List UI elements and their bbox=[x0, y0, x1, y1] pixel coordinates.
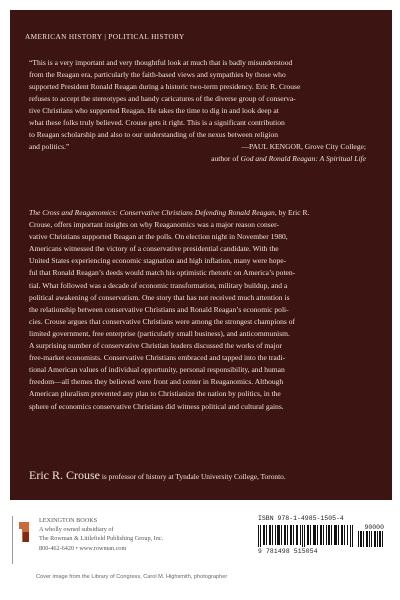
book-title: The Cross and Reaganomics: Conservative Christians Defending Ronald Reagan bbox=[29, 208, 275, 217]
endorser-book-title: God and Ronald Reagan: A Spiritual Life bbox=[240, 154, 366, 163]
quote-attribution-author: author of God and Ronald Reagan: A Spiritual Life bbox=[211, 154, 366, 163]
quote-line: and politics.” bbox=[29, 142, 70, 151]
category-label: AMERICAN HISTORY | POLITICAL HISTORY bbox=[25, 32, 185, 41]
quote-line: to Reagan scholarship and also to our understanding of the nexus between religion bbox=[29, 130, 278, 139]
description-line: tional American values of individual opportunity, personal responsibility, and human bbox=[29, 365, 285, 375]
description-line: political awakening of conservatism. One story that has not received much attention is bbox=[29, 292, 290, 302]
author-name: Eric R. Crouse bbox=[29, 468, 100, 482]
description-line: the relationship between conservative Christians and Ronald Reagan’s economic poli- bbox=[29, 304, 289, 314]
description-line: ful that Ronald Reagan’s deeds would match his optimistic rhetoric on America’s poten- bbox=[29, 268, 296, 278]
author-bio-text: is professor of history at Tyndale University College, Toronto. bbox=[100, 472, 286, 481]
isbn-label: ISBN 978-1-4985-1505-4 bbox=[258, 515, 344, 522]
quote-line: from the Reagan era, particularly the faith-based views and sympathies by those who bbox=[29, 70, 286, 79]
barcode-icon bbox=[258, 525, 354, 547]
publisher-contact: 800-462-6420 • www.rowman.com bbox=[39, 544, 127, 552]
description-line: American pluralism prevented any plan to Christianize the nation by politics, in the bbox=[29, 389, 281, 399]
quote-attribution: —PAUL KENGOR, Grove City College; bbox=[241, 142, 366, 151]
barcode-block bbox=[258, 515, 384, 559]
cover-credit: Cover image from the Library of Congress, Carol M. Highsmith, photographer bbox=[36, 574, 228, 580]
book-description: The Cross and Reaganomics: Conservative Christians Defending Ronald Reagan, by Eric R. Crouse, offers important insights on why Reaganomics was a major reason conser- vative Christians supported Reagan at the polls. On election night in November 1980, Americans witnessed the victory of a conservative presidential candidate. With the United States experiencing economic stagnation and high inflation, many were hope- ful that Ronald Reagan’s deeds would match his optimistic rhetoric on America’s poten- tial. What followed was a decade of economic transformation, military buildup, and a political awakening of conservatism. One story that has not received much attention is the relationship between conservative Christians and Ronald Reagan’s economic poli- cies. Crouse argues that conservative Christians were among the strongest champions of limited government, free enterprise (particularly small business), and anticommunism. A surprising number of conservative Christian leaders discussed the works of major free-market economists. Conservative Christians embraced and tapped into the tradi- tional American values of individual opportunity, personal responsibility, and human freedom—all themes they believed were front and center in Reaganomics. Although American pluralism prevented any plan to Christianize the nation by politics, in the sphere of economics conservative Christians did witness political and cultural gains. bbox=[29, 207, 385, 413]
description-line: Americans witnessed the victory of a conservative presidential candidate. With the bbox=[29, 244, 279, 254]
description-line: cies. Crouse argues that conservative Christians were among the strongest champions of bbox=[29, 316, 296, 326]
quote-line: tive Christians who supported Reagan. He takes the time to dig in and look deep at bbox=[29, 106, 279, 115]
publisher-name: LEXINGTON BOOKS bbox=[39, 517, 98, 524]
publisher-line: A wholly owned subsidiary of bbox=[39, 526, 114, 534]
quote-line: “This is a very important and very thoughtful look at much that is badly misunderstood bbox=[29, 58, 293, 67]
description-line: A surprising number of conservative Christian leaders discussed the works of major bbox=[29, 341, 282, 351]
back-cover bbox=[10, 10, 392, 500]
endorsement-quote bbox=[29, 57, 385, 165]
description-line: tial. What followed was a decade of economic transformation, military buildup, and a bbox=[29, 280, 288, 290]
price-code: 90000 bbox=[364, 524, 384, 531]
description-line: freedom—all themes they believed were front and center in Reaganomics. Although bbox=[29, 377, 284, 387]
barcode-digits: 9 781498 515054 bbox=[258, 548, 318, 555]
description-line: sphere of economics conservative Christians did witness political and cultural gains. bbox=[29, 401, 284, 411]
quote-line: what these folks truly believed. Crouse gets it right. This is a significant contribution bbox=[29, 118, 285, 127]
author-bio bbox=[29, 468, 286, 483]
quote-line: supported President Ronald Reagan during a historic two-term presidency. Eric R. Crouse bbox=[29, 82, 301, 91]
lexington-logo-icon bbox=[17, 520, 31, 544]
description-line: free-market economists. Conservative Christians embraced and tapped into the tradi- bbox=[29, 353, 286, 363]
description-line: Crouse, offers important insights on why Reaganomics was a major reason conser- bbox=[29, 220, 279, 230]
publisher-block bbox=[12, 516, 217, 564]
publisher-line: The Rowman & Littlefield Publishing Group, Inc. bbox=[39, 535, 164, 543]
description-line: United States experiencing economic stagnation and high inflation, many were hope- bbox=[29, 256, 287, 266]
price-barcode-icon bbox=[358, 531, 384, 547]
quote-line: refuses to accept the stereotypes and handy caricatures of the diverse group of conserva- bbox=[29, 94, 296, 103]
description-line: vative Christians supported Reagan at the polls. On election night in November 1980, bbox=[29, 232, 288, 242]
description-line: limited government, free enterprise (particularly small business), and anticommunism. bbox=[29, 328, 290, 338]
